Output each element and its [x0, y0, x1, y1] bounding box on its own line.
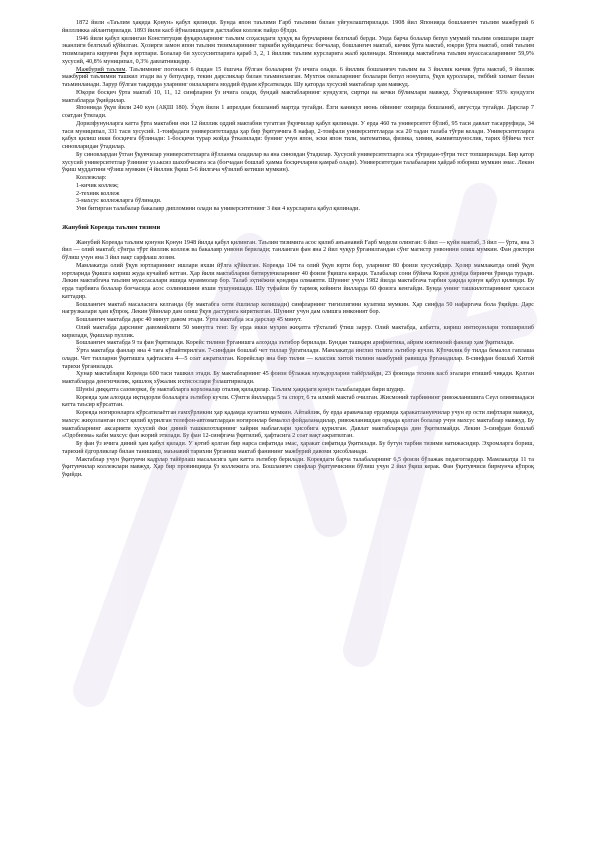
list-item: 2-техник коллеж — [76, 190, 120, 197]
section-heading: Жанубий Кореяда таълим тизими — [62, 223, 161, 231]
paragraph: Шунisi диққатга сазоворки, бу мактабларга корхоналар оталиқ қиладилар. Таълим ҳақидаги қонун талабалардан бири шудир. — [76, 386, 405, 393]
paragraph-compulsory-education: Мажбурий таълим. Таълимнинг погонаси 6 ёшдан 15 ёшгача бўлган болаларни ўз ичига олади. 6 йиллик бошланғич таълим ва 3 йиллик кичик ўрта мактаб, 9 йиллик мажбурий таълимни ташкил этади ва у бепулдир, текин дарсликлар билан таъминланган. Мухтож оилаларнинг болалари бепул нонушта, ўқув қуроллари, тиббий хизмат билан таъминланади. Зарур бўлган тақдирда уларнинг оилаларига моддий ёрдам кўрсатилади. Шу қаторда хусусий мактаблар ҳам мавжуд. — [62, 66, 534, 88]
paragraph: 1872 йили «Таълим ҳақида Қонун» қабул қилинди. Бунда япон таълими Ғарб таълими билан уйғунлаштирилади. 1908 йил Японияда бошланғич таълим мажбурий 6 йиллликка айлантирилади. 1893 йили касб йўналишидаги дастлабки коллеж пайдо бўлди. — [62, 20, 534, 34]
paragraph: Бошланғич мактабда дарс 40 минут давом этади. Ўрта мактабда эса дарслар 45 минут. — [76, 317, 302, 323]
paragraph: Жанубий Кореяда таълим қонуни Қонун 1948 йилда қабул қилинган. Таълим тизимига асос қилиб анъанавий Ғарб модели олинган: 6 йил — қуйи мактаб, 3 йил — ўрта, яна 3 йил — олий мактаб; сўнгра тўрт йиллик коллеж ва бакалавр унвони берилади; танланган фан яна 2 йил чуқур ўрганилгандан сўнг магистр унвонини олиш мумкин. Фан доктори бўлиш учун яна 3 йил вақт сарфлаш лозим. — [62, 239, 534, 261]
paragraph: Олий мактабда дарснинг давомийлиги 50 минутга тенг. Бу ерда икки муҳим жиҳатга тўхталиб ўтиш зарур. Олий мактабда, албатта, кириш имтиҳонлари топширилиб кирилади, ўқишлар пуллик. — [62, 324, 534, 339]
list-intro: Коллежлар: — [76, 175, 107, 181]
paragraph: Бу синовлардан ўтган ўқувчилар университетларга йўлланма оладилар ва яна синовдан ўтадилар. Хусусий университетларга эса тўғридан-тўғри тест топширилади. Бир қатор хусусий университетлар ўзининг уз.ьксиз шахобчасига эса (боғчадан бошлаб ҳамма босқичларни қамраб олади). Университетдан талабаларни ҳайдаб юбориш мумкин эмас. Лекин ўқиш муддатини чўзиш мумкин (4 йиллик ўқиш 5-6 йилгача чўзилиб кетиши мумкин). — [62, 151, 534, 174]
paragraph: Бу фан ўз ичига диний ҳам қабул қилади. У қотиб қолган бир нарса сифатида эмас, ҳаракат сифатида ўқитилади. Бу бутун тарбия тизими натижасидир. Эҳромларга бориш, тарихий ёдгорликлар билан танишиш, маънавий тарихни ўрганиш мактаб фанининг мажбурий давоми ҳисобланади. — [62, 441, 534, 455]
paragraph: Ҳунар мактаблари Кореяда 600 таси ташкил этади. Бу мактабларнинг 45 фоизи бўлажак мулкдорларни тайёрлайди, 23 фоизида техник касб эгалари етишиб чиқади. Қолган мактабларда денгизчилик, қишлоқ хўжалик ихтисослари ўзлаштирилади. — [62, 371, 534, 385]
paragraph: Кореяда ноғиронларга кўрсатилаётган ғамхўрликни ҳар қадамда кузатиш мумкин. Айтайлик, бу ерда аравачалар ердамида ҳаракатланувчилар учун ер ости лифтлари мавжуд, махсус жиҳозланган пост қилиб қурилган телефон-автоматлардан ногиронлар бемалол фойдаланадилар, ривожланишдан орқада қолган болалар учун махсус мактаблар мавжуд. Бу мактабларнинг аксарияти хусусий ёки диний ташкилотларнинг хайрия маблағлари ҳисобига қурилган. Давлат мактабларида дин ўқитилмайди. Лекин 3-синфдан бошлаб «Одобнома» каби махсус фан жорий этилади. Бу фан 12-синфгача ўқитилиб, ҳафтасига 2 соат вақт ажратилган. — [62, 410, 534, 440]
paragraph: Бошланғич мактаб масаласига келганда (бу мактабга олти ёшлилар келишади) синфларнинг тиғизлигини кузатиш мумкин. Ҳар синфда 50 нафаргача бола ўқийди. Дарс нагрузкалари ҳам кўпроқ. Лекин ўйинлар дам олиш ўқув дастурига киритилган. Шунинг учун дам олишга имконият бор. — [62, 301, 534, 316]
paragraph: Кореяда ҳам алоҳида иқтидорли болаларга эътибор кучли. Сўнгги йилларда 5 та спорт, 6 та илмий мактаб очилган. Жисмоний тарбиянинг ривожланишига Сеул олимпиадаси катта таъсир кўрсатган. — [62, 394, 534, 409]
underlined-term: Мажбурий таълим — [76, 66, 126, 73]
paragraph: 1946 йили қабул қилинган Конституция фуқароларнинг таълим соҳасидаги ҳуқуқ ва бурчларини белгилаб берди. Унда барча болалар бепул умумий таълим олишлари шарт эканлиги белгилаб қўйилган. Ҳозирги замон япон таълим тизимларининг таркиби қуйидагича: боғчалар, бошланғич мактаб, кичик ўрта мактаб, юқори ўрта мактаб, олий таълим тизимларига кирувчи ўқув юртлари. Болалар 6и хуссусиятларига қараб 3, 2, 1 йиллик таълим курсларига жалб қилинади. Японияда мактабгача таълим муассасаларининг 59,9% хусусий, 40,8% муниципал, 0,3% давлатникидир. — [62, 35, 534, 65]
list-item: 3-махсус коллежларга бўлинади. — [76, 198, 162, 205]
paragraph: Ўрта мактабда фанлар яна 4 таға кўпайтирилган. 7-синфдан бошлаб чет тиллар ўргатилади. Мамлакатда инглиз тилига эътибор кучли. Кўпчилик бу тилда бемалол гаплаша олади. Чет тилларни ўқитишга ҳафтасига 4—5 соат ажратилган. Корейслар яна бир тилни — классик хитой тилини мажбурий равишда ўрганадилар. 8-синфдан бошлаб Хитой тарихи ўрганилади. — [62, 348, 534, 370]
paragraph: Мактаблар учун ўқитувчи кадрлар тайёрлаш масаласига ҳам катта эътибор берилади. Кореядаги барча талабаларнинг 6,5 фоизи бўлажак педагоглардир. Мамлакатда 11 та ўқитувчилар коллежлари мавжуд. Ҳар бир провинцияда ўз коллежига эга. Бошланғич синфлар ўқитувчисини бўлиш учун 2 йил ўқиш керак. Фан ўқитувчиси бирмунча кўпроқ ўқийди. — [62, 456, 534, 478]
paragraph: Мамлакатда олий ўқув юртларининг ишлари яхши йўлга қўйилган. Кореяда 104 та олий ўқув юрти бор, уларнинг 80 фоизи хусусийдир. Ҳозир мамлакатда олий ўқув юртларида ўқишга кириш жуда кучайиб кетган. Ҳар йили мактабларни битирувчиларнинг 40 фоизи ўқишга киради. Талабалар сони бўйича Корея дунёда биринчи ўринда туради. Лекин мактабгача таълим муассасалари ишида муаммолар бор. Талаб эҳтиёжни қондира олмаяпти. Шунинг учун 1982 йилда мактабгача тарбия ҳақида қонун қабул қилинди. Бу ерда тарбияга болалар боғчасида асос солинишини яхши тушунишади. Шу туфайли бу тармоқ кейинги йилларда 60 фоизга кенгайди. Бунда унинг ташкилотларининг ҳиссаси каттадир. — [62, 262, 534, 300]
paragraph: Юқори босқич ўрта мактаб 10, 11, 12 синфларни ўз ичига олади, бундай мактабларнинг кундузги, сиртқи ва кечки бўлимлари мавжуд. Ўқувчиларнинг 95% кундузги мактабларда ўқийдилар. — [62, 89, 534, 104]
list-item: 1-кичик коллеж; — [76, 182, 119, 189]
paragraph: Японияда ўқув йили 240 кун (АҚШ 180). Ўқув йили 1 апрелдан бошланиб мартда тугайди. Ёзги каникул июнь ойининг охирида бошланиб, августда тугайди. Дарслар 7 соатдан ўтилади. — [62, 105, 534, 119]
paragraph: Уни битирган талабалар бакалавр дипломини олади ва университетнинг 3 ёки 4 курсларига қабул қилинади. — [76, 206, 360, 212]
paragraph: Дорилфунунларга катта ўрта мактабни еки 12 йиллик оддий мактабни тугатган ўқувчилар қабул қилинади. У ерда 460 та университет бўлиб, 95 таси давлат тасарруфида, 34 таси муниципал, 331 таси хусусий. 1-тоифадаги университетларда ҳар бир ўқитувчига 8 нафар, 2-тоифали университетларда эса 20 тадан талаба тўғри келади. Университетларга қабул қилиш икки босқичга бўлинади: 1-босқичи турар жойда ўтказилади: бунинг учун япон, эски япон тили, математика, физика, химия, жамиятшунослик, тарих бўйича тест синовларидан ўтадилар. — [62, 120, 534, 150]
paragraph: Бошланғич мактабда 9 та фан ўқитилади. Корейс тилини ўрганишга алоҳида эътибор берилади. Бундан ташқари арифметика, айрим ижтимоий фанлар ҳам ўқитилади. — [76, 340, 515, 347]
